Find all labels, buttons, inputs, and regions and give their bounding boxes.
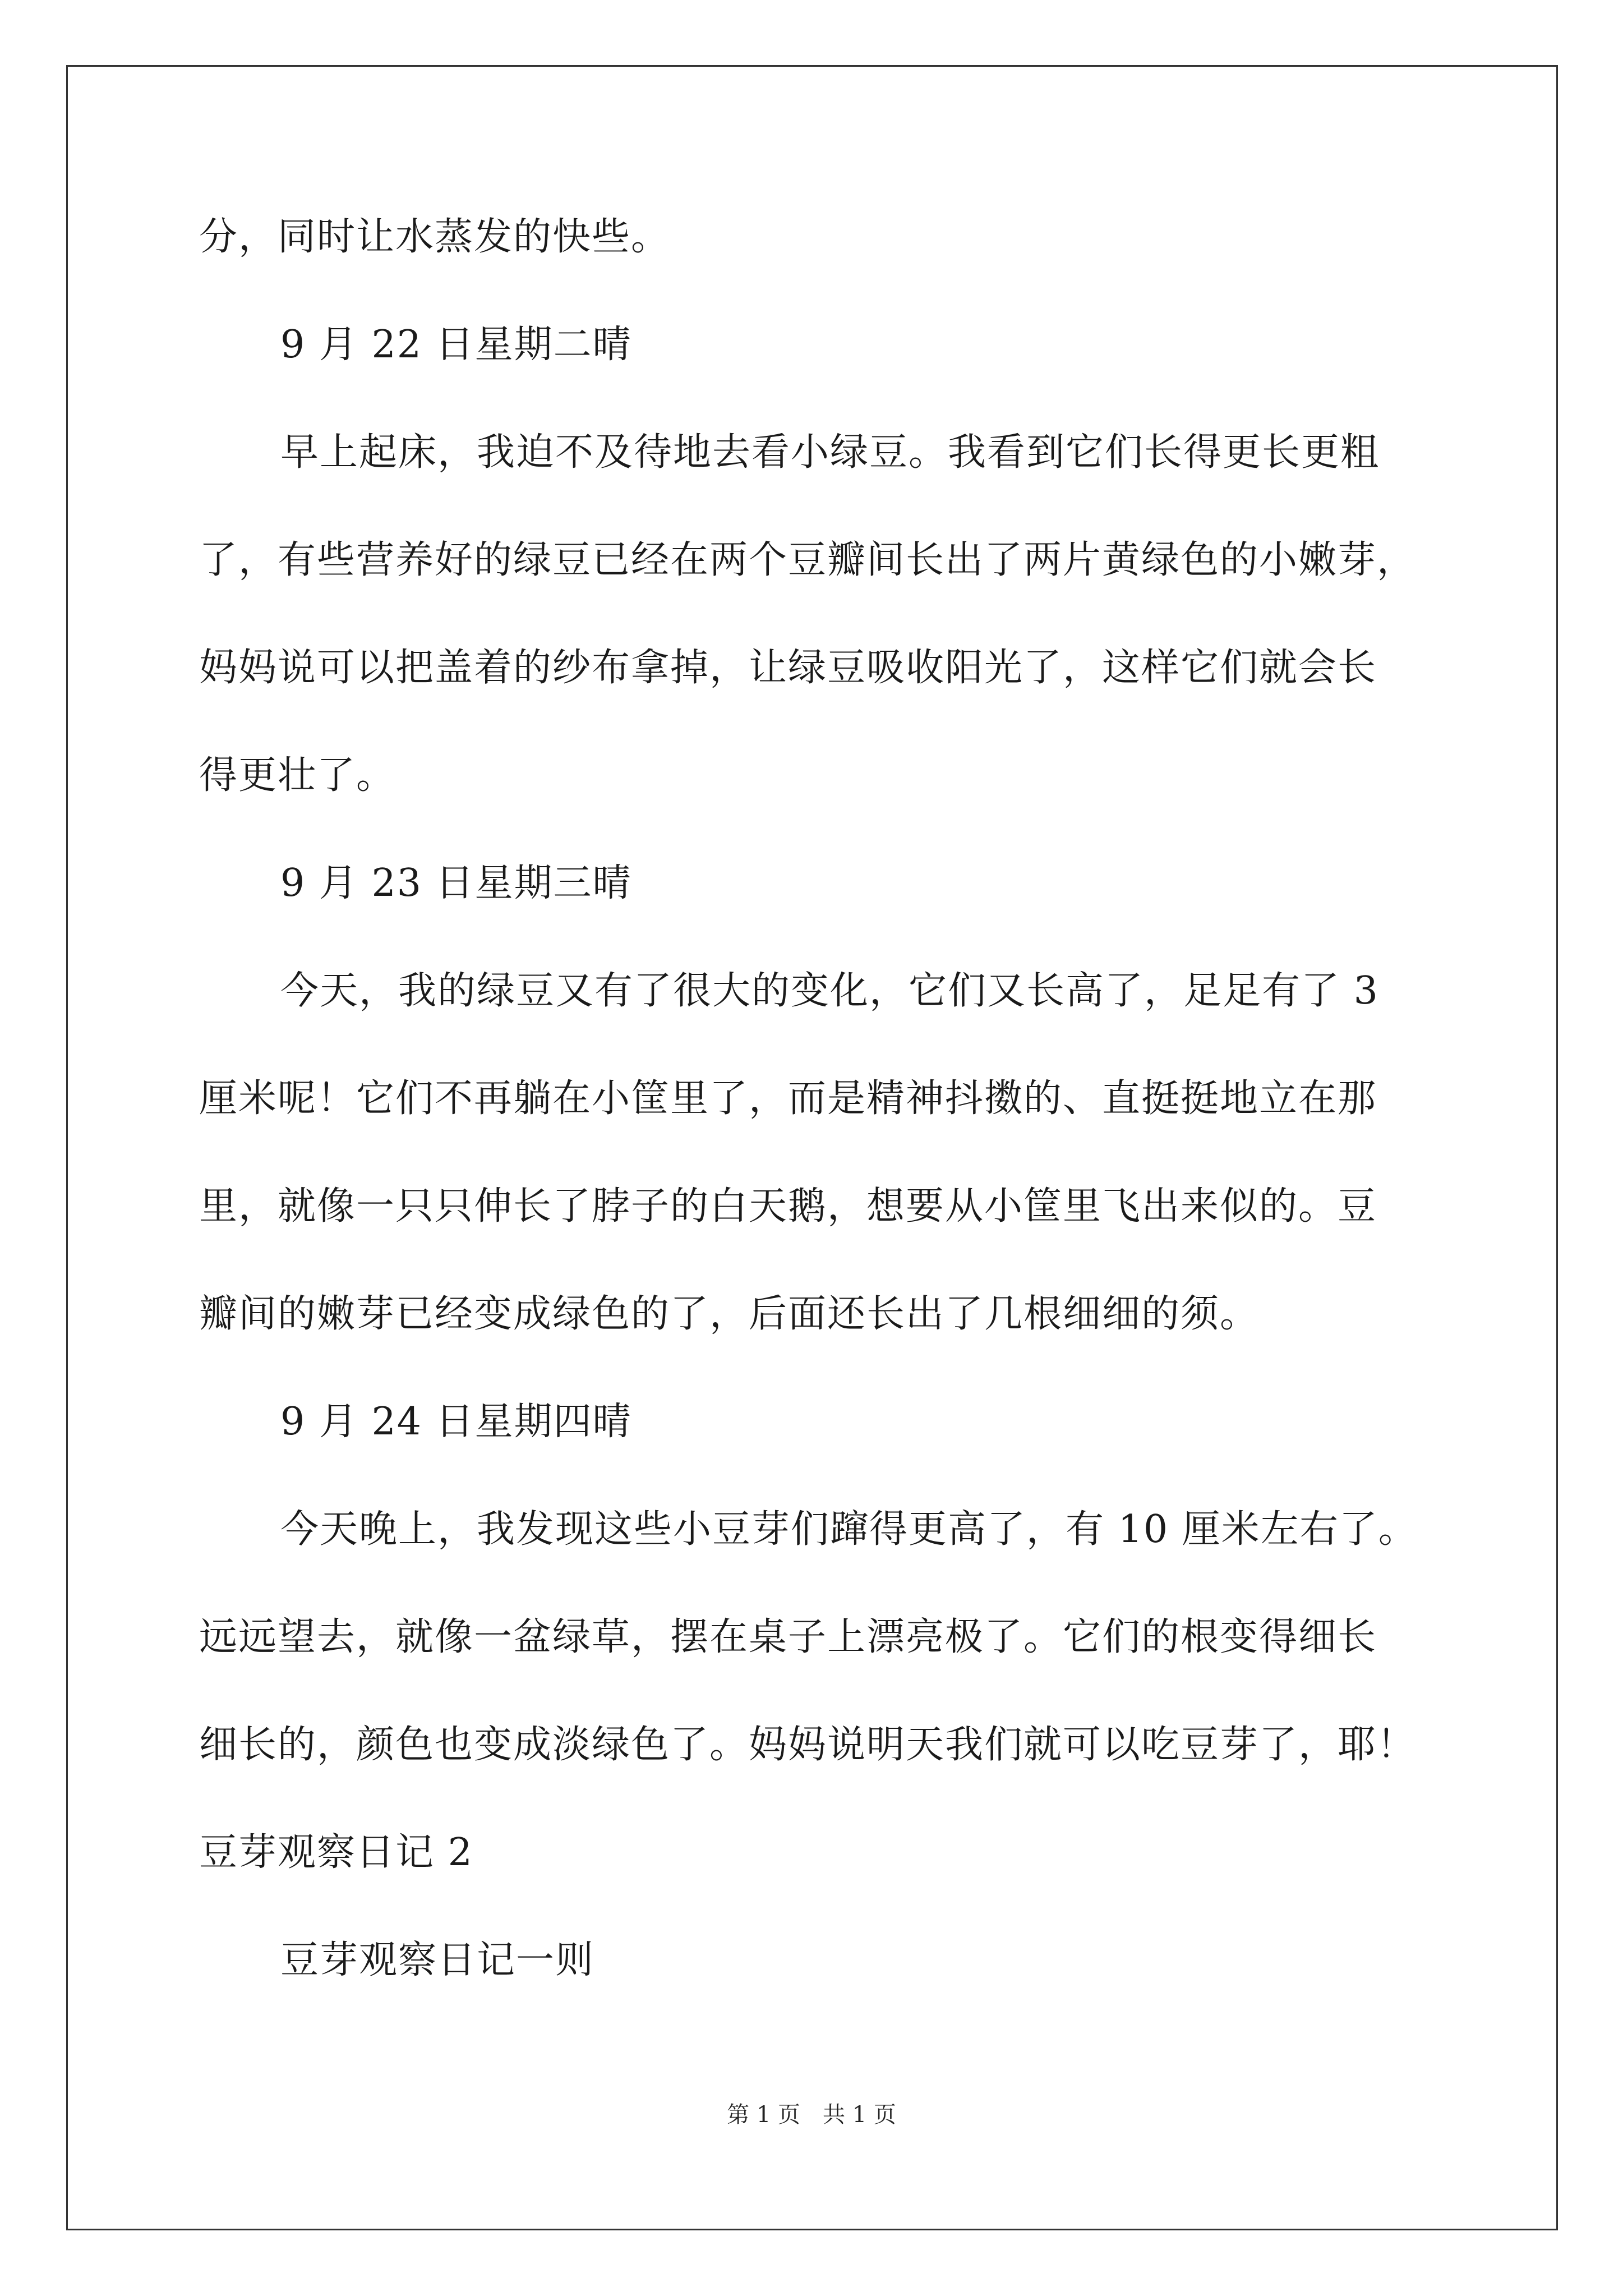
text-line: 了，有些营养好的绿豆已经在两个豆瓣间长出了两片黄绿色的小嫩芽， — [199, 538, 1417, 582]
text-line: 今天晚上，我发现这些小豆芽们蹿得更高了，有 10 厘米左右了。 — [280, 1507, 1418, 1552]
text-line: 里，就像一只只伸长了脖子的白天鹅，想要从小筐里飞出来似的。豆 — [199, 1184, 1377, 1228]
text-line: 分，同时让水蒸发的快些。 — [199, 215, 671, 259]
text-line: 今天，我的绿豆又有了很大的变化，它们又长高了，足足有了 3 — [280, 969, 1379, 1013]
text-line: 厘米呢！它们不再躺在小筐里了，而是精神抖擞的、直挺挺地立在那 — [199, 1076, 1377, 1121]
section-subtitle: 豆芽观察日记一则 — [280, 1938, 595, 1982]
text-line: 得更壮了。 — [199, 753, 396, 798]
page-number-footer: 第 1 页 共 1 页 — [727, 2102, 896, 2128]
text-line: 细长的，颜色也变成淡绿色了。妈妈说明天我们就可以吃豆芽了，耶！ — [199, 1723, 1417, 1767]
text-line: 远远望去，就像一盆绿草，摆在桌子上漂亮极了。它们的根变得细长 — [199, 1615, 1377, 1659]
diary-date-heading: 9 月 23 日星期三晴 — [280, 861, 632, 905]
text-line: 早上起床，我迫不及待地去看小绿豆。我看到它们长得更长更粗 — [280, 430, 1380, 475]
document-body — [199, 210, 1438, 2041]
section-title: 豆芽观察日记 2 — [199, 1830, 473, 1875]
diary-date-heading: 9 月 22 日星期二晴 — [280, 323, 632, 367]
text-line: 瓣间的嫩芽已经变成绿色的了，后面还长出了几根细细的须。 — [199, 1292, 1260, 1336]
diary-date-heading: 9 月 24 日星期四晴 — [280, 1400, 632, 1444]
text-line: 妈妈说可以把盖着的纱布拿掉，让绿豆吸收阳光了，这样它们就会长 — [199, 646, 1377, 690]
